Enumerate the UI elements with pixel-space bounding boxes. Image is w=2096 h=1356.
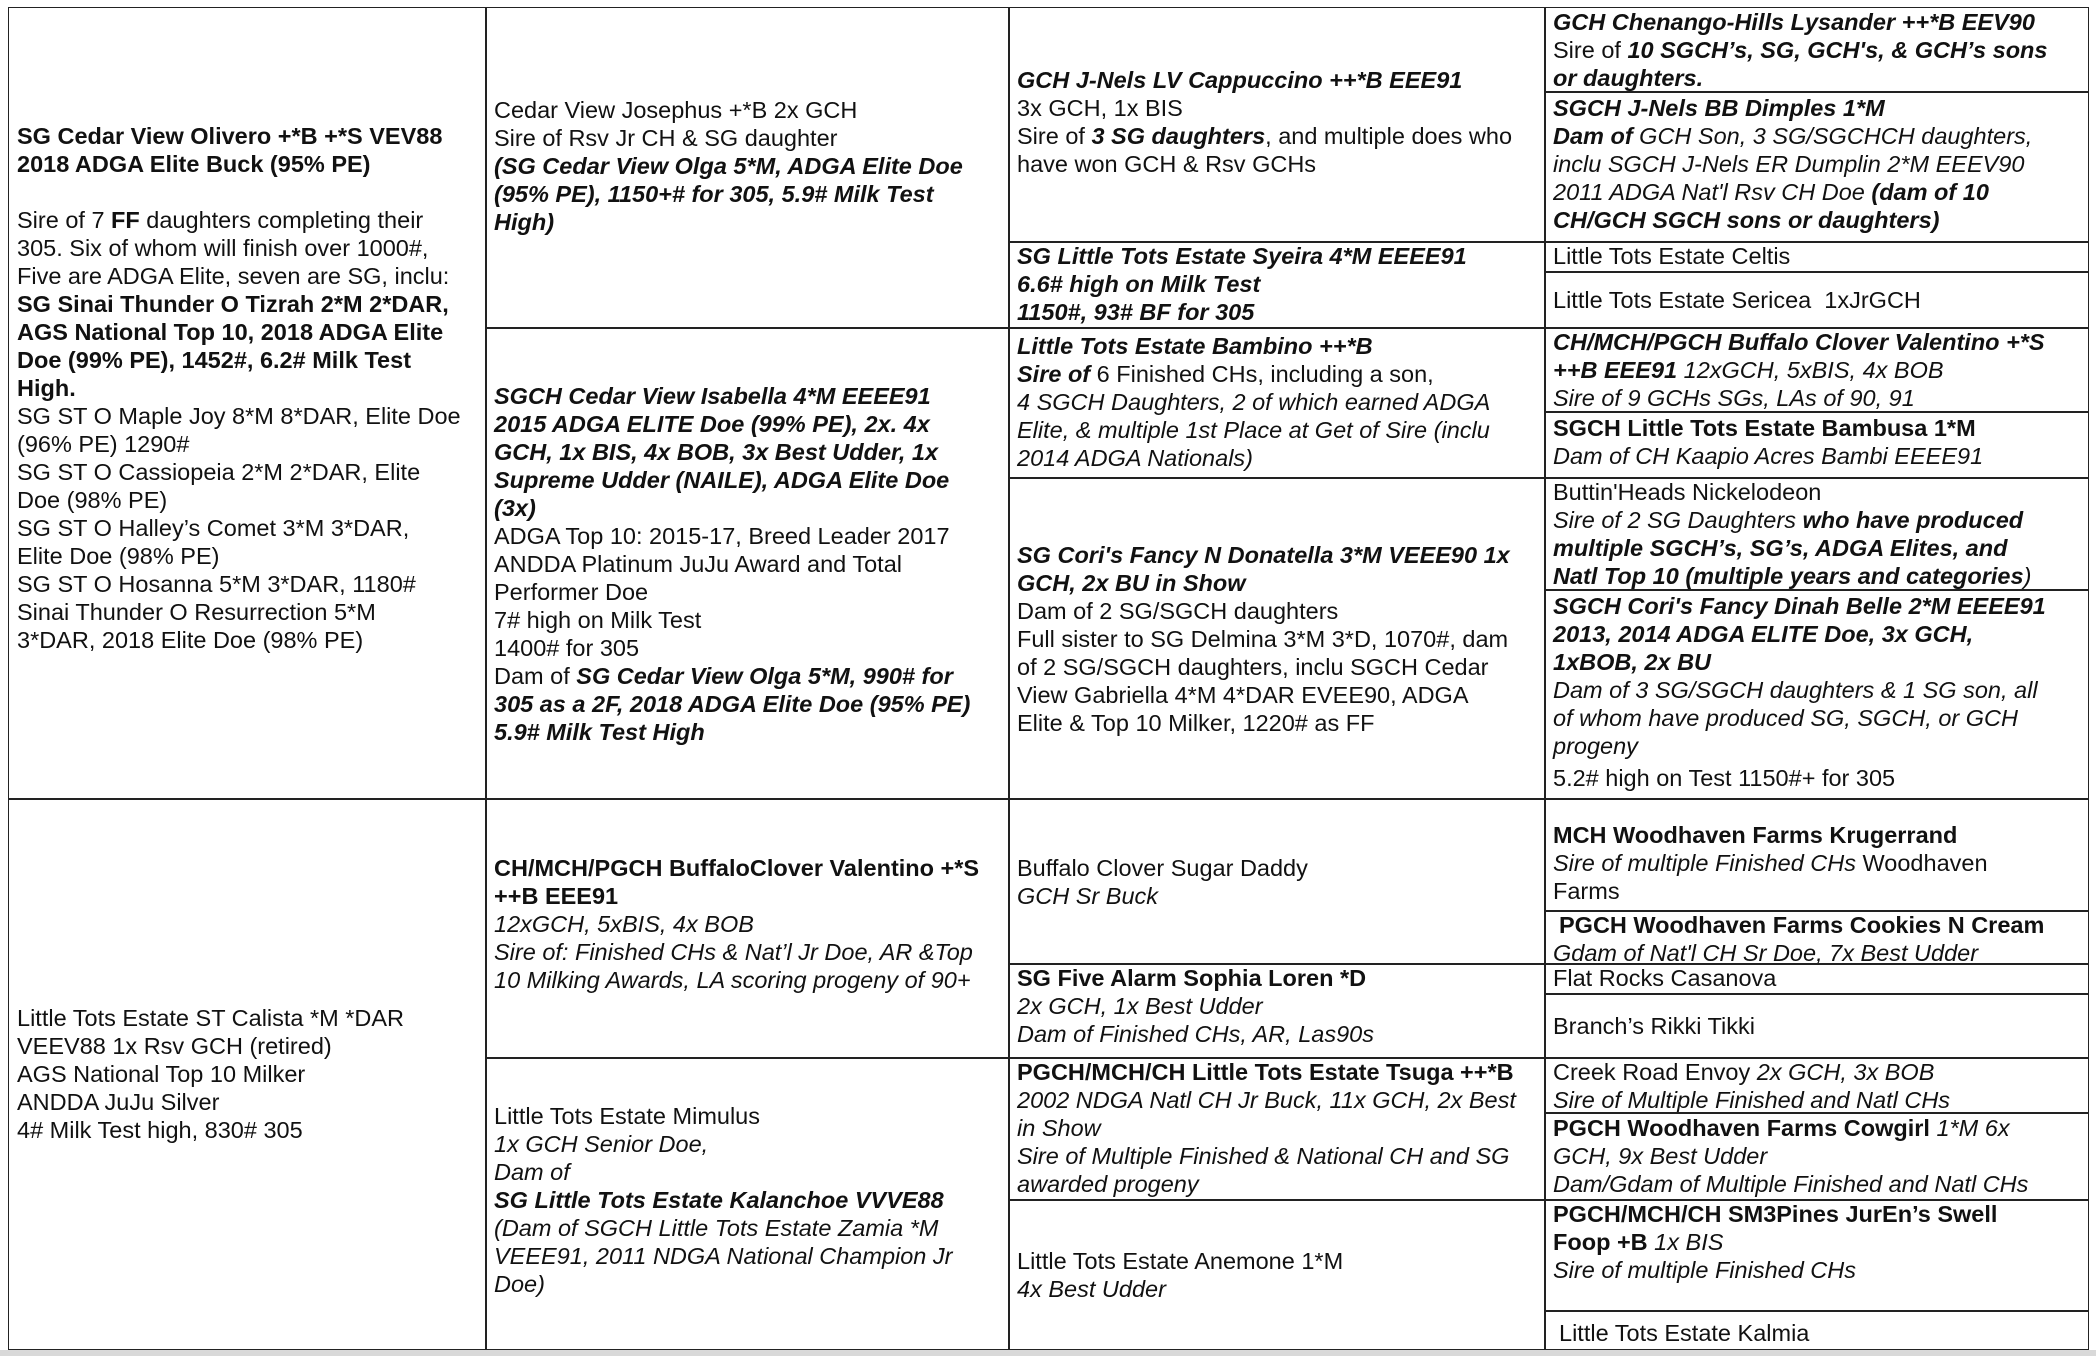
ssd-line-3: 1150#, 93# BF for 305 [1017, 299, 1255, 325]
ds-title-1: CH/MCH/PGCH BuffaloClover Valentino +*S [494, 855, 980, 881]
g4-c1-cell [1544, 7, 2089, 93]
sdd-cell [1008, 477, 1546, 800]
sire-elite: 2018 ADGA Elite Buck (95% PE) [17, 151, 371, 177]
g4-c7-close: ) [2023, 563, 2032, 589]
g4-c7-italic-lead: Sire of 2 SG Daughters [1553, 507, 1803, 533]
ssd-line-1: SG Little Tots Estate Syeira 4*M EEEE91 [1017, 243, 1467, 269]
g4-c2-cell [1544, 91, 2089, 243]
sire-summary-1: Sire of 7 FF daughters completing their [17, 207, 424, 233]
sire-progeny-5: SG ST O Halley’s Comet 3*M 3*DAR, [17, 515, 410, 541]
sire-featured-3: Doe (99% PE), 1452#, 6.2# Milk Test [17, 347, 412, 373]
g4-c15-title-1: PGCH/MCH/CH SM3Pines JurEn’s Swell [1553, 1201, 1998, 1227]
ssd-cell [1008, 241, 1546, 329]
dds-cell [1008, 1057, 1546, 1201]
sds-cell [1008, 327, 1546, 479]
sdd-plain-5: Elite & Top 10 Milker, 1220# as FF [1017, 709, 1375, 736]
g4-c3-name: Little Tots Estate Celtis [1553, 243, 1791, 269]
sire-sire-cell [485, 7, 1010, 329]
sd-plain-3: Performer Doe [494, 578, 649, 605]
ds-title-2: ++B EEE91 [494, 883, 619, 909]
g4-c2-italic-2-line [1553, 178, 2080, 206]
g4-c9-plain-tail: Woodhaven [1856, 850, 1988, 876]
ss-line-2: Sire of Rsv Jr CH & SG daughter [494, 125, 838, 151]
ss-line-1: Cedar View Josephus +*B 2x GCH [494, 97, 858, 123]
dsd-italic-1: 2x GCH, 1x Best Udder [1017, 993, 1263, 1019]
sdd-title-2: GCH, 2x BU in Show [1017, 569, 1246, 596]
g4-c6-italic: Dam of CH Kaapio Acres Bambi EEEE91 [1553, 443, 1984, 469]
g4-c7-cell [1544, 477, 2089, 591]
dam-line-3: AGS National Top 10 Milker [17, 1061, 306, 1087]
g4-c2-italic-2: 2011 ADGA Nat'l Rsv CH Doe [1553, 179, 1872, 205]
dd-italic-5: VEEE91, 2011 NDGA National Champion Jr [494, 1243, 953, 1269]
sire-progeny-3: SG ST O Cassiopeia 2*M 2*DAR, Elite [17, 459, 421, 485]
sss-sire-of [1017, 122, 1537, 150]
g4-c15-title-tail: 1x BIS [1654, 1229, 1724, 1255]
sds-italic-1: 4 SGCH Daughters, 2 of which earned ADGA [1017, 389, 1491, 415]
sd-plain-1: ADGA Top 10: 2015-17, Breed Leader 2017 [494, 522, 950, 549]
g4-c1-name: GCH Chenango-Hills Lysander ++*B EEV90 [1553, 9, 2035, 35]
g4-c9-cell [1544, 798, 2089, 912]
dd-italic-2: Dam of [494, 1159, 570, 1185]
sss-plain: 3x GCH, 1x BIS [1017, 95, 1183, 121]
g4-c2-name: SGCH J-Nels BB Dimples 1*M [1553, 95, 1885, 121]
ddd-name: Little Tots Estate Anemone 1*M [1017, 1247, 1344, 1274]
g4-c7-line-4 [1553, 562, 2080, 590]
g4-c11-cell [1544, 963, 2089, 995]
dds-title: PGCH/MCH/CH Little Tots Estate Tsuga ++*B [1017, 1059, 1514, 1085]
g4-c1-sire-of-label: Sire of [1553, 37, 1628, 63]
ssd-line-2: 6.6# high on Milk Test [1017, 271, 1261, 297]
dds-italic-4: awarded progeny [1017, 1171, 1199, 1197]
sd-dam-of-2: 305 as a 2F, 2018 ADGA Elite Doe (95% PE) [494, 690, 971, 717]
sire-progeny-4: Doe (98% PE) [17, 487, 168, 513]
sd-title-4: Supreme Udder (NAILE), ADGA Elite Doe [494, 466, 950, 493]
g4-c6-cell [1544, 411, 2089, 479]
g4-c7-bi-1: who have produced [1802, 507, 2024, 533]
sire-summary-3: Five are ADGA Elite, seven are SG, inclu: [17, 263, 450, 289]
sd-dam-of-label: Dam of [494, 662, 570, 689]
sire-featured-4: High. [17, 375, 76, 401]
g4-c10-italic: Gdam of Nat'l CH Sr Doe, 7x Best Udder [1553, 940, 1979, 965]
dsd-name: SG Five Alarm Sophia Loren *D [1017, 965, 1367, 991]
sds-italic-3: 2014 ADGA Nationals) [1017, 445, 1253, 471]
ds-italic-3: 10 Milking Awards, LA scoring progeny of 90+ [494, 967, 971, 993]
sire-progeny-1: SG ST O Maple Joy 8*M 8*DAR, Elite Doe [17, 403, 461, 429]
sire-summary-ff: FF [111, 207, 140, 233]
dss-cell [1008, 798, 1546, 965]
dd-italic-6: Doe) [494, 1271, 545, 1297]
sd-title-1: SGCH Cedar View Isabella 4*M EEEE91 [494, 382, 931, 409]
dam-line-4: ANDDA JuJu Silver [17, 1089, 220, 1115]
sds-sire-of [1017, 360, 1537, 388]
sire-name: SG Cedar View Olivero +*B +*S VEV88 [17, 123, 443, 149]
sd-dam-of-1: SG Cedar View Olga 5*M, 990# for [569, 662, 953, 689]
sss-title: GCH J-Nels LV Cappuccino ++*B EEE91 [1017, 67, 1463, 93]
sdd-plain-4: View Gabriella 4*M 4*DAR EVEE90, ADGA [1017, 681, 1469, 708]
g4-c1-sire-of-bold: 10 SGCH’s, SG, GCH's, & GCH’s sons [1627, 37, 2048, 63]
dam-sire-cell [485, 798, 1010, 1059]
g4-c10-cell [1544, 910, 2089, 965]
g4-c8-italic-1: Dam of 3 SG/SGCH daughters & 1 SG son, all [1553, 677, 2038, 703]
g4-c4-line [1553, 286, 2080, 314]
dds-italic-2: in Show [1017, 1115, 1101, 1141]
sdd-plain-2: Full sister to SG Delmina 3*M 3*D, 1070#, dam [1017, 625, 1509, 652]
sire-featured-2: AGS National Top 10, 2018 ADGA Elite [17, 319, 444, 345]
g4-c1-last: or daughters. [1553, 65, 1704, 91]
g4-c8-plain: 5.2# high on Test 1150#+ for 305 [1553, 765, 1896, 791]
g4-c2-italic-1: inclu SGCH J-Nels ER Dumplin 2*M EEEV90 [1553, 151, 2025, 177]
dam-line-5: 4# Milk Test high, 830# 305 [17, 1117, 303, 1143]
sire-summary-2: 305. Six of whom will finish over 1000#, [17, 235, 429, 261]
sd-plain-2: ANDDA Platinum JuJu Award and Total [494, 550, 902, 577]
ds-italic-1: 12xGCH, 5xBIS, 4x BOB [494, 911, 754, 937]
sire-progeny-7: SG ST O Hosanna 5*M 3*DAR, 1180# [17, 571, 416, 597]
sire-progeny-6: Elite Doe (98% PE) [17, 543, 220, 569]
g4-c8-cell [1544, 589, 2089, 800]
dds-italic-1: 2002 NDGA Natl CH Jr Buck, 11x GCH, 2x Best [1017, 1087, 1516, 1113]
g4-c7-bi-2: multiple SGCH’s, SG’s, ADGA Elites, and [1553, 535, 2008, 561]
g4-c5-title-1: CH/MCH/PGCH Buffalo Clover Valentino +*S [1553, 329, 2045, 355]
g4-c5-title-tail: 12xGCH, 5xBIS, 4x BOB [1683, 357, 1944, 383]
sire-progeny-8: Sinai Thunder O Resurrection 5*M [17, 599, 376, 625]
g4-c5-title-2: ++B EEE91 [1553, 357, 1684, 383]
sdd-plain-3: of 2 SG/SGCH daughters, inclu SGCH Cedar [1017, 653, 1489, 680]
g4-c1-sire-of [1553, 36, 2080, 64]
g4-c14-italic-2: Dam/Gdam of Multiple Finished and Natl CHs [1553, 1171, 2029, 1197]
g4-c2-bold-tail: (dam of 10 [1871, 179, 1989, 205]
g4-c4-tag: 1xJrGCH [1824, 287, 1921, 313]
g4-c16-name: Little Tots Estate Kalmia [1559, 1320, 1810, 1346]
g4-c12-cell [1544, 993, 2089, 1059]
g4-c5-italic: Sire of 9 GCHs SGs, LAs of 90, 91 [1553, 385, 1915, 411]
g4-c13-name: Creek Road Envoy [1553, 1059, 1757, 1085]
g4-c15-title-2-line [1553, 1228, 2080, 1256]
g4-c11-name: Flat Rocks Casanova [1553, 965, 1777, 991]
sd-dam-of-line [494, 662, 1001, 690]
g4-c7-bi-3: Natl Top 10 (multiple years and categories [1553, 563, 2024, 589]
g4-c9-line-2 [1553, 849, 2080, 877]
g4-c14-name: PGCH Woodhaven Farms Cowgirl [1553, 1115, 1937, 1141]
sds-sire-of-rest: 6 Finished CHs, including a son, [1090, 361, 1434, 387]
g4-c5-title-2-line [1553, 356, 2080, 384]
sire-progeny-2: (96% PE) 1290# [17, 431, 190, 457]
dss-name: Buffalo Clover Sugar Daddy [1017, 854, 1308, 881]
g4-c2-dam-of-bold: Dam of [1553, 123, 1633, 149]
g4-c13-italic-tail: 2x GCH, 3x BOB [1756, 1059, 1935, 1085]
dss-italic: GCH Sr Buck [1017, 882, 1159, 909]
g4-c4-cell [1544, 271, 2089, 329]
sds-italic-2: Elite, & multiple 1st Place at Get of Sire (inclu [1017, 417, 1490, 443]
ddd-cell [1008, 1199, 1546, 1350]
ss-bi-3: High) [494, 209, 555, 235]
g4-c8-title-1: SGCH Cori's Fancy Dinah Belle 2*M EEEE91 [1553, 593, 2046, 619]
dds-italic-3: Sire of Multiple Finished & National CH and SG [1017, 1143, 1510, 1169]
sss-sire-of-bold: 3 SG daughters [1091, 123, 1266, 149]
g4-c7-name: Buttin'Heads Nickelodeon [1553, 479, 1822, 505]
g4-c5-cell [1544, 327, 2089, 413]
g4-c9-plain-last: Farms [1553, 878, 1620, 904]
dd-italic-1: 1x GCH Senior Doe, [494, 1131, 709, 1157]
g4-c10-name: PGCH Woodhaven Farms Cookies N Cream [1559, 912, 2045, 938]
sdd-plain-1: Dam of 2 SG/SGCH daughters [1017, 597, 1339, 624]
dam-cell [8, 798, 487, 1350]
sd-plain-5: 1400# for 305 [494, 634, 640, 661]
g4-c2-bold-last: CH/GCH SGCH sons or daughters) [1553, 207, 1940, 233]
dam-line-2: VEEV88 1x Rsv GCH (retired) [17, 1033, 332, 1059]
ds-italic-2: Sire of: Finished CHs & Nat’l Jr Doe, AR &Top [494, 939, 973, 965]
g4-c3-cell [1544, 241, 2089, 273]
g4-c15-cell [1544, 1199, 2089, 1312]
g4-c7-line-2 [1553, 506, 2080, 534]
sss-sire-of-label: Sire of [1017, 123, 1092, 149]
sdd-title-1: SG Cori's Fancy N Donatella 3*M VEEE90 1x [1017, 541, 1510, 568]
sd-title-2: 2015 ADGA ELITE Doe (99% PE), 2x. 4x [494, 410, 930, 437]
dam-dam-cell [485, 1057, 1010, 1350]
g4-c8-italic-2: of whom have produced SG, SGCH, or GCH [1553, 705, 2018, 731]
g4-c13-line-1 [1553, 1058, 2080, 1086]
sd-title-5: (3x) [494, 494, 536, 521]
sss-last: have won GCH & Rsv GCHs [1017, 151, 1317, 177]
dd-italic-4: (Dam of SGCH Little Tots Estate Zamia *M [494, 1215, 939, 1241]
g4-c14-italic-tail: 1*M 6x [1936, 1115, 2010, 1141]
ss-bi-1: (SG Cedar View Olga 5*M, ADGA Elite Doe [494, 153, 963, 179]
g4-c15-title-2: Foop +B [1553, 1229, 1655, 1255]
dd-name: Little Tots Estate Mimulus [494, 1103, 761, 1129]
g4-c14-cell [1544, 1112, 2089, 1201]
g4-c13-italic: Sire of Multiple Finished and Natl CHs [1553, 1087, 1951, 1113]
g4-c6-name: SGCH Little Tots Estate Bambusa 1*M [1553, 415, 1976, 441]
sds-title: Little Tots Estate Bambino ++*B [1017, 333, 1373, 359]
page-bottom-bar [0, 1350, 2096, 1356]
ddd-italic: 4x Best Udder [1017, 1275, 1166, 1302]
sd-plain-4: 7# high on Milk Test [494, 606, 702, 633]
sire-progeny-9: 3*DAR, 2018 Elite Doe (98% PE) [17, 627, 364, 653]
g4-c4-name: Little Tots Estate Sericea [1553, 287, 1812, 313]
dsd-italic-2: Dam of Finished CHs, AR, Las90s [1017, 1021, 1374, 1047]
g4-c16-cell [1544, 1310, 2089, 1350]
sds-sire-of-label: Sire of [1017, 361, 1091, 387]
sd-title-3: GCH, 1x BIS, 4x BOB, 3x Best Udder, 1x [494, 438, 939, 465]
g4-c2-dam-of-rest: GCH Son, 3 SG/SGCHCH daughters, [1632, 123, 2033, 149]
ss-bi-2: (95% PE), 1150+# for 305, 5.9# Milk Test [494, 181, 934, 207]
g4-c12-name: Branch’s Rikki Tikki [1553, 1013, 1755, 1039]
dd-italic-3: SG Little Tots Estate Kalanchoe VVVE88 [494, 1187, 944, 1213]
g4-c15-italic: Sire of multiple Finished CHs [1553, 1257, 1856, 1283]
g4-c14-line-1 [1553, 1114, 2080, 1142]
g4-c2-dam-of [1553, 122, 2080, 150]
sss-cell [1008, 7, 1546, 243]
g4-c13-cell [1544, 1057, 2089, 1114]
g4-c9-italic-lead: Sire of multiple Finished CHs [1553, 850, 1856, 876]
g4-c8-title-3: 1xBOB, 2x BU [1553, 649, 1712, 675]
g4-c8-title-2: 2013, 2014 ADGA ELITE Doe, 3x GCH, [1553, 621, 1974, 647]
sd-dam-of-3: 5.9# Milk Test High [494, 718, 705, 745]
g4-c9-name: MCH Woodhaven Farms Krugerrand [1553, 822, 1958, 848]
sire-cell [8, 7, 487, 800]
dsd-cell [1008, 963, 1546, 1059]
dam-line-1: Little Tots Estate ST Calista *M *DAR [17, 1005, 405, 1031]
sire-featured-1: SG Sinai Thunder O Tizrah 2*M 2*DAR, [17, 291, 449, 317]
g4-c8-italic-3: progeny [1553, 733, 1638, 759]
g4-c14-italic-1: GCH, 9x Best Udder [1553, 1143, 1768, 1169]
sire-dam-cell [485, 327, 1010, 800]
sss-sire-of-rest: , and multiple does who [1265, 123, 1513, 149]
